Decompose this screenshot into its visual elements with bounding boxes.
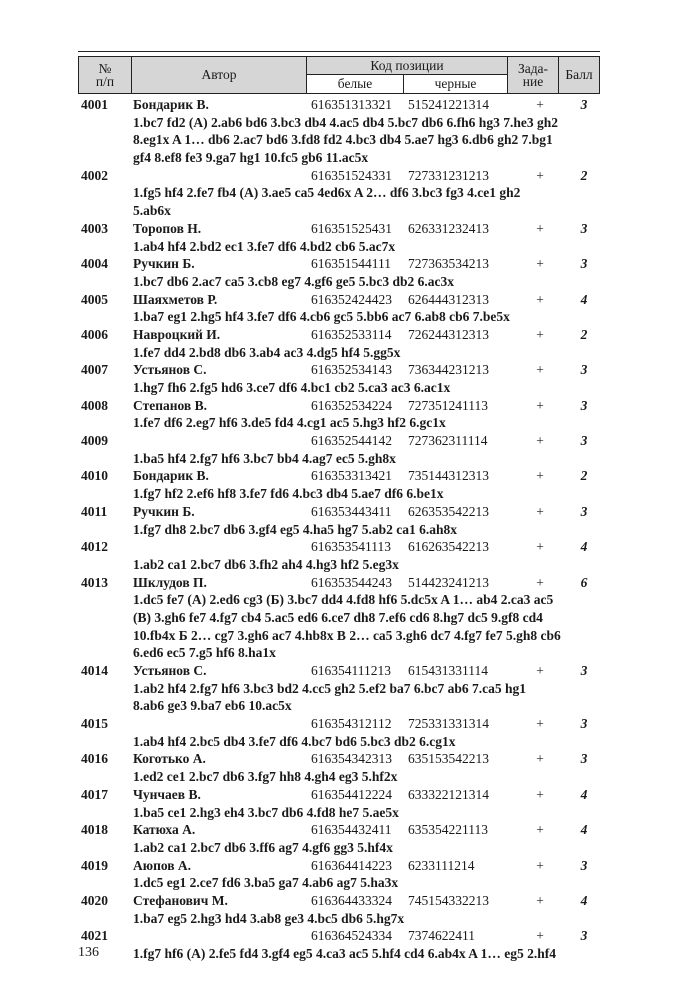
entry-author: Коготько А. [133, 751, 206, 767]
entry-task: + [536, 220, 544, 236]
solution-line: 6.ed6 ec5 7.g5 hf6 8.ha1x [133, 645, 276, 661]
entry-header-row [78, 361, 600, 379]
entry-author: Устьянов С. [133, 362, 207, 378]
entry-task: + [536, 822, 544, 838]
entry-number: 4018 [81, 822, 108, 838]
header-white-label: белые [337, 76, 373, 92]
entry-score: 4 [580, 786, 588, 802]
entry-task: + [536, 167, 544, 183]
header-black [404, 75, 507, 93]
solution-line: 1.bc7 db6 2.ac7 ca5 3.cb8 eg7 4.gf6 ge5 5.bc3 db2 6.ac3x [133, 273, 454, 289]
entry-black-code: 726244312313 [408, 326, 489, 342]
solution-line: 1.ed2 ce1 2.bc7 db6 3.fg7 hh8 4.gh4 eg3 5.hf2x [133, 769, 398, 785]
entry-number: 4014 [81, 663, 108, 678]
entry-task: + [536, 291, 544, 307]
entry-task: + [536, 362, 544, 378]
entry-solution [78, 874, 600, 892]
entry-number: 4002 [81, 167, 108, 183]
solution-line: 1.ab4 hf4 2.bd2 ec1 3.fe7 df6 4.bd2 cb6 5.ac7x [133, 238, 396, 254]
entry-header-row [78, 892, 600, 910]
solution-line: 1.ba5 hf4 2.fg7 hf6 3.bc7 bb4 4.ag7 ec5 5.gh8x [133, 450, 396, 466]
entry-header-row [78, 503, 600, 521]
entry-white-code: 616353313421 [311, 468, 392, 484]
entry-white-code: 616352533114 [311, 326, 392, 342]
header-white [307, 75, 403, 93]
entry-solution [78, 733, 600, 751]
list-item [78, 892, 600, 927]
solution-line: 5.ab6x [133, 203, 171, 219]
entry-score: 3 [580, 362, 588, 378]
entry-solution [78, 344, 600, 362]
entry-task: + [536, 468, 544, 484]
solution-line: 1.ba5 ce1 2.hg3 eh4 3.bc7 db6 4.fd8 he7 5.ae5x [133, 804, 399, 820]
entry-solution [78, 591, 600, 662]
entry-header-row [78, 291, 600, 309]
entry-author: Ручкин Б. [133, 503, 195, 519]
entry-black-code: 727362311114 [408, 433, 488, 449]
entries-list [78, 96, 600, 963]
entry-number: 4008 [81, 397, 108, 413]
entry-task: + [536, 539, 544, 555]
list-item [78, 220, 600, 255]
list-item [78, 750, 600, 785]
entry-score: 4 [580, 291, 588, 307]
header-author [132, 57, 306, 93]
entry-score: 3 [580, 220, 588, 236]
entry-header-row [78, 786, 600, 804]
entry-black-code: 7374622411 [408, 928, 475, 944]
entry-header-row [78, 96, 600, 114]
list-item [78, 167, 600, 220]
entry-task: + [536, 928, 544, 944]
list-item [78, 326, 600, 361]
entry-score: 3 [580, 433, 588, 449]
header-task-top: Зада- [517, 60, 549, 76]
entry-header-row [78, 255, 600, 273]
entry-black-code: 635153542213 [408, 751, 489, 767]
header-task-bottom: ние [522, 74, 544, 89]
entry-header-row [78, 662, 600, 680]
entry-score: 6 [580, 574, 588, 590]
entry-black-code: 745154332213 [408, 892, 489, 908]
entry-white-code: 616354342313 [311, 751, 392, 767]
entry-header-row [78, 821, 600, 839]
list-item [78, 467, 600, 502]
entry-score: 3 [580, 256, 588, 272]
list-item [78, 715, 600, 750]
solution-line: 1.fe7 df6 2.eg7 hf6 3.de5 fd4 4.cg1 ac5 5.hg3 hf2 6.gc1x [133, 415, 446, 431]
header-num-top: № [98, 60, 112, 76]
entry-header-row [78, 432, 600, 450]
entry-white-code: 616351525431 [311, 220, 392, 236]
solution-line: gf4 8.ef8 fe3 9.ga7 hg1 10.fc5 gb6 11.ac5x [133, 150, 369, 166]
entry-white-code: 616352544142 [311, 433, 392, 449]
entry-task: + [536, 786, 544, 802]
solution-line: 1.ab2 hf4 2.fg7 hf6 3.bc3 bd2 4.cc5 gh2 5.ef2 ba7 6.bc7 ab6 7.ca5 hg1 [133, 680, 527, 696]
entry-solution [78, 804, 600, 822]
header-code-label: Код позиции [370, 57, 444, 73]
entry-solution [78, 485, 600, 503]
header-author-label: Автор [201, 67, 237, 83]
list-item [78, 432, 600, 467]
entry-author: Аюпов А. [133, 857, 192, 873]
entry-number: 4007 [81, 362, 108, 378]
solution-line: 1.ba7 eg1 2.hg5 hf4 3.fe7 df6 4.cb6 gc5 5.bb6 ac7 6.ab8 cb6 7.be5x [133, 309, 510, 325]
solution-line: 1.dc5 eg1 2.ce7 fd6 3.ba5 ga7 4.ab6 ag7 5.ha3x [133, 875, 399, 891]
entry-task: + [536, 716, 544, 732]
list-item [78, 927, 600, 962]
list-item [78, 574, 600, 662]
entry-task: + [536, 751, 544, 767]
entry-author: Шклудов П. [133, 574, 207, 590]
solution-line: 1.dc5 fe7 (A) 2.ed6 cg3 (Б) 3.bc7 dd4 4.fd8 hf6 5.dc5x A 1… ab4 2.ca3 ac5 [133, 592, 554, 608]
entry-score: 4 [580, 822, 588, 838]
solution-line: (B) 3.gh6 fe7 4.fg7 cb4 5.ac5 ed6 6.ce7 dh8 7.ef6 cd6 8.hg7 dc5 9.gf8 cd4 [133, 609, 543, 625]
entry-header-row [78, 715, 600, 733]
entry-author: Катюха А. [133, 822, 196, 838]
entry-black-code: 727351241113 [408, 397, 488, 413]
entry-black-code: 727331231213 [408, 167, 489, 183]
entry-author: Стефанович М. [133, 892, 228, 908]
entry-score: 2 [580, 326, 588, 342]
entry-author: Шаяхметов Р. [133, 291, 218, 307]
entry-header-row [78, 574, 600, 592]
entry-white-code: 616354432411 [311, 822, 392, 838]
entry-task: + [536, 857, 544, 873]
entry-solution [78, 414, 600, 432]
list-item [78, 96, 600, 167]
entry-score: 2 [580, 468, 588, 484]
entry-author: Бондарик В. [133, 97, 209, 112]
entry-score: 2 [580, 167, 588, 183]
entry-white-code: 616353544243 [311, 574, 392, 590]
header-score [559, 57, 599, 93]
solution-line: 1.fg7 hf2 2.ef6 hf8 3.fe7 fd6 4.bc3 db4 5.ae7 df6 6.be1x [133, 486, 444, 502]
entry-black-code: 725331331314 [408, 716, 489, 732]
entry-white-code: 616364414223 [311, 857, 392, 873]
entry-white-code: 616354412224 [311, 786, 392, 802]
entry-number: 4016 [81, 751, 108, 767]
entry-number: 4004 [81, 256, 108, 272]
header-code [307, 57, 507, 74]
header-score-label: Балл [565, 67, 593, 83]
entry-score: 3 [580, 663, 588, 678]
entry-black-code: 635354221113 [408, 822, 488, 838]
entry-number: 4015 [81, 716, 108, 732]
entry-black-code: 6233111214 [408, 857, 475, 873]
entry-score: 3 [580, 928, 588, 944]
entry-black-code: 626444312313 [408, 291, 489, 307]
list-item [78, 662, 600, 715]
entry-number: 4013 [81, 574, 108, 590]
entry-black-code: 615431331114 [408, 663, 488, 678]
entry-black-code: 514423241213 [408, 574, 489, 590]
entry-header-row [78, 167, 600, 185]
entry-solution [78, 521, 600, 539]
entry-white-code: 616354111213 [311, 663, 391, 678]
entry-black-code: 633322121314 [408, 786, 489, 802]
entry-number: 4009 [81, 433, 108, 449]
entry-author: Степанов В. [133, 397, 207, 413]
entry-number: 4011 [81, 503, 108, 519]
entry-header-row [78, 467, 600, 485]
entry-white-code: 616351544111 [311, 256, 391, 272]
solution-line: 1.ab2 ca1 2.bc7 db6 3.fh2 ah4 4.hg3 hf2 5.eg3x [133, 556, 399, 572]
list-item [78, 503, 600, 538]
entry-header-row [78, 220, 600, 238]
entry-author: Навроцкий И. [133, 326, 221, 342]
entry-number: 4001 [81, 97, 108, 112]
list-item [78, 538, 600, 573]
entry-author: Ручкин Б. [133, 256, 195, 272]
solution-line: 8.eg1x A 1… db6 2.ac7 bd6 3.fd8 fd2 4.bc3 db4 5.ae7 hg3 6.db6 gh2 7.bg1 [133, 132, 553, 148]
entry-solution [78, 273, 600, 291]
entry-task: + [536, 397, 544, 413]
entry-score: 3 [580, 503, 588, 519]
entry-solution [78, 379, 600, 397]
entry-task: + [536, 663, 544, 678]
entry-score: 4 [580, 892, 588, 908]
entry-white-code: 616353541113 [311, 539, 391, 555]
table-header [78, 56, 600, 94]
entry-white-code: 616352424423 [311, 291, 392, 307]
entry-solution [78, 556, 600, 574]
entry-task: + [536, 503, 544, 519]
entry-author: Чунчаев В. [133, 786, 201, 802]
list-item [78, 255, 600, 290]
entry-number: 4021 [81, 928, 108, 944]
entry-black-code: 735144312313 [408, 468, 489, 484]
solution-line: 1.ba7 eg5 2.hg3 hd4 3.ab8 ge3 4.bc5 db6 5.hg7x [133, 910, 405, 926]
solution-line: 1.hg7 fh6 2.fg5 hd6 3.ce7 df6 4.bc1 cb2 5.ca3 ac3 6.ac1x [133, 380, 451, 395]
list-item [78, 821, 600, 856]
entry-score: 3 [580, 751, 588, 767]
entry-black-code: 727363534213 [408, 256, 489, 272]
entry-score: 3 [580, 716, 588, 732]
entry-solution [78, 768, 600, 786]
list-item [78, 291, 600, 326]
entry-task: + [536, 326, 544, 342]
entry-header-row [78, 326, 600, 344]
entry-white-code: 616351524331 [311, 167, 392, 183]
entry-score: 3 [580, 97, 588, 112]
entry-number: 4005 [81, 291, 108, 307]
entry-header-row [78, 927, 600, 945]
entry-solution [78, 945, 600, 963]
entry-task: + [536, 433, 544, 449]
list-item [78, 361, 600, 396]
entry-solution [78, 680, 600, 715]
solution-line: 10.fb4x Б 2… cg7 3.gh6 ac7 4.hb8x B 2… ca5 3.gh6 dc7 4.fg7 fe7 5.gh8 cb6 [133, 627, 561, 643]
list-item [78, 857, 600, 892]
solution-line: 1.ab4 hf4 2.bc5 db4 3.fe7 df6 4.bc7 bd6 5.bc3 db2 6.cg1x [133, 733, 456, 749]
entry-white-code: 616351313321 [311, 97, 392, 112]
entry-author: Бондарик В. [133, 468, 209, 484]
entry-task: + [536, 574, 544, 590]
entry-header-row [78, 857, 600, 875]
entry-black-code: 626331232413 [408, 220, 489, 236]
header-black-label: черные [434, 76, 477, 92]
entry-author: Торопов Н. [133, 220, 202, 236]
entry-task: + [536, 97, 544, 112]
entry-header-row [78, 538, 600, 556]
entry-solution [78, 238, 600, 256]
entry-solution [78, 308, 600, 326]
entry-task: + [536, 892, 544, 908]
solution-line: 1.fg5 hf4 2.fe7 fb4 (A) 3.ae5 ca5 4ed6x A 2… df6 3.bc3 fg3 4.ce1 gh2 [133, 185, 521, 201]
header-num-bottom: п/п [95, 74, 115, 89]
entry-solution [78, 114, 600, 167]
entry-white-code: 616352534143 [311, 362, 392, 378]
entry-white-code: 616354312112 [311, 716, 392, 732]
entry-number: 4017 [81, 786, 108, 802]
entry-black-code: 626353542213 [408, 503, 489, 519]
entry-author: Устьянов С. [133, 663, 207, 678]
entry-white-code: 616353443411 [311, 503, 392, 519]
entry-score: 3 [580, 857, 588, 873]
entry-solution [78, 450, 600, 468]
entry-score: 3 [580, 397, 588, 413]
header-num [79, 57, 131, 93]
top-rule [78, 51, 600, 52]
header-task [508, 57, 558, 93]
entry-white-code: 616364433324 [311, 892, 392, 908]
entry-header-row [78, 750, 600, 768]
solution-line: 1.bc7 fd2 (A) 2.ab6 bd6 3.bc3 db4 4.ac5 db4 5.bc7 db6 6.fh6 hg3 7.he3 gh2 [133, 114, 558, 130]
solution-line: 1.fg7 dh8 2.bc7 db6 3.gf4 eg5 4.ha5 hg7 5.ab2 ca1 6.ah8x [133, 521, 458, 537]
entry-number: 4003 [81, 220, 108, 236]
entry-number: 4020 [81, 892, 108, 908]
entry-number: 4012 [81, 539, 108, 555]
entry-solution [78, 839, 600, 857]
entry-solution [78, 910, 600, 928]
entry-solution [78, 184, 600, 219]
solution-line: 8.ab6 ge3 9.ba7 eb6 10.ac5x [133, 698, 292, 714]
list-item [78, 397, 600, 432]
solution-line: 1.fg7 hf6 (A) 2.fe5 fd4 3.gf4 eg5 4.ca3 ac5 5.hf4 cd4 6.ab4x A 1… eg5 2.hf4 [133, 946, 556, 961]
entry-black-code: 736344231213 [408, 362, 489, 378]
solution-line: 1.fe7 dd4 2.bd8 db6 3.ab4 ac3 4.dg5 hf4 5.gg5x [133, 344, 401, 360]
entry-header-row [78, 397, 600, 415]
entry-score: 4 [580, 539, 588, 555]
entry-black-code: 616263542213 [408, 539, 489, 555]
entry-number: 4006 [81, 326, 108, 342]
page-number: 136 [78, 945, 99, 960]
entry-white-code: 616352534224 [311, 397, 392, 413]
entry-number: 4019 [81, 857, 108, 873]
entry-black-code: 515241221314 [408, 97, 489, 112]
solution-line: 1.ab2 ca1 2.bc7 db6 3.ff6 ag7 4.gf6 gg3 5.hf4x [133, 839, 393, 855]
entry-number: 4010 [81, 468, 108, 484]
list-item [78, 786, 600, 821]
entry-white-code: 616364524334 [311, 928, 392, 944]
entry-task: + [536, 256, 544, 272]
